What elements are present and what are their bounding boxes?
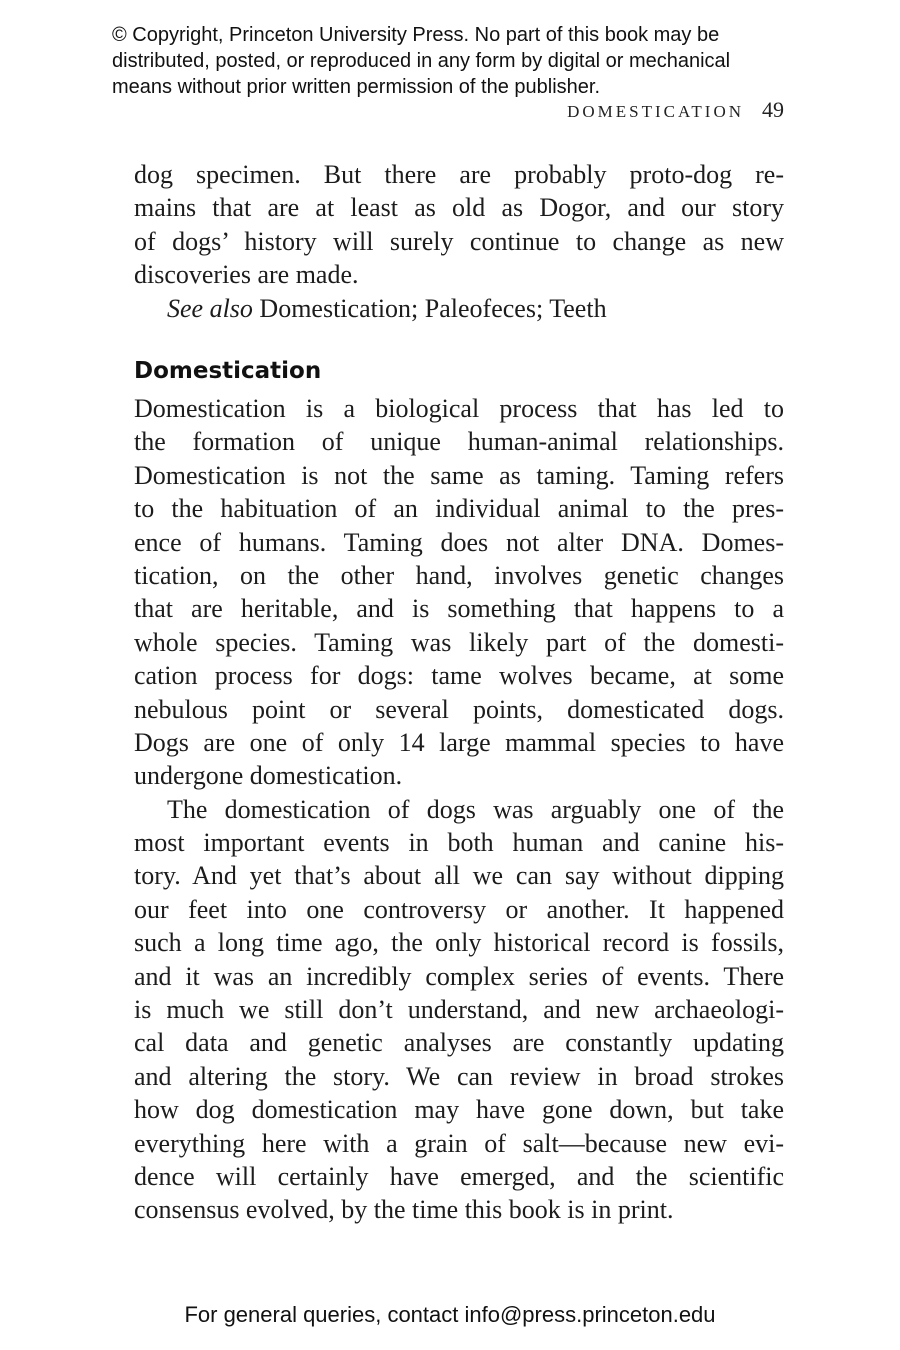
text-line: tication, on the other hand, involves genetic changes: [134, 560, 784, 590]
text-line: and it was an incredibly complex series of events. There: [134, 961, 784, 991]
see-also-text: Domestication; Paleofeces; Teeth: [259, 293, 607, 323]
see-also-label: See also: [167, 293, 253, 323]
running-head: [450, 97, 784, 123]
see-also-line: [134, 292, 784, 325]
text-line: everything here with a grain of salt—because new evi-: [134, 1128, 784, 1158]
copyright-line: means without prior written permission of the publisher.: [112, 76, 601, 98]
text-line: how dog domestication may have gone down, but take: [134, 1095, 784, 1125]
text-line: nebulous point or several points, domesticated dogs.: [134, 694, 784, 724]
text-line: Domestication is not the same as taming. Taming refers: [134, 460, 784, 490]
entry-paragraph-1: [134, 392, 784, 1227]
copyright-line: distributed, posted, or reproduced in any form by digital or mechanical: [112, 50, 731, 72]
continued-paragraph: [134, 158, 784, 325]
text-line: The domestication of dogs was arguably one of the: [167, 794, 784, 824]
text-line: Domestication is a biological process that has led to: [134, 394, 784, 423]
text-line: to the habituation of an individual animal to the pres-: [134, 494, 784, 524]
text-line: dence will certainly have emerged, and the scientific: [134, 1161, 784, 1191]
text-line: most important events in both human and canine his-: [134, 828, 784, 858]
text-line: of dogs’ history will surely continue to change as new: [134, 226, 784, 256]
page-number: 49: [762, 97, 784, 122]
text-line: tory. And yet that’s about all we can say without dipping: [134, 861, 784, 891]
text-line: and altering the story. We can review in broad strokes: [134, 1061, 784, 1091]
text-line: consensus evolved, by the time this book is in print.: [134, 1195, 674, 1225]
entry-heading: Domestication: [134, 358, 322, 384]
text-line: is much we still don’t understand, and new archaeologi-: [134, 995, 784, 1025]
text-line: such a long time ago, the only historical record is fossils,: [134, 928, 784, 958]
text-line: whole species. Taming was likely part of the domesti-: [134, 627, 784, 657]
footer-contact: For general queries, contact info@press.princeton.edu: [184, 1302, 716, 1327]
text-line: ence of humans. Taming does not alter DNA. Domes-: [134, 527, 784, 557]
text-line: our feet into one controversy or another. It happened: [134, 894, 784, 924]
text-line: that are heritable, and is something that happens to a: [134, 594, 784, 624]
text-line: discoveries are made.: [134, 260, 359, 290]
text-line: undergone domestication.: [134, 761, 403, 791]
text-line: dog specimen. But there are probably proto-dog re-: [134, 160, 784, 189]
text-line: cation process for dogs: tame wolves became, at some: [134, 661, 784, 691]
text-line: Dogs are one of only 14 large mammal species to have: [134, 727, 784, 757]
copyright-notice: [112, 22, 812, 100]
text-line: cal data and genetic analyses are constantly updating: [134, 1028, 784, 1058]
text-line: mains that are at least as old as Dogor, and our story: [134, 193, 784, 223]
text-line: the formation of unique human-animal relationships.: [134, 427, 784, 457]
copyright-line: © Copyright, Princeton University Press. No part of this book may be: [112, 24, 720, 46]
running-head-section: DOMESTICATION: [567, 102, 744, 121]
